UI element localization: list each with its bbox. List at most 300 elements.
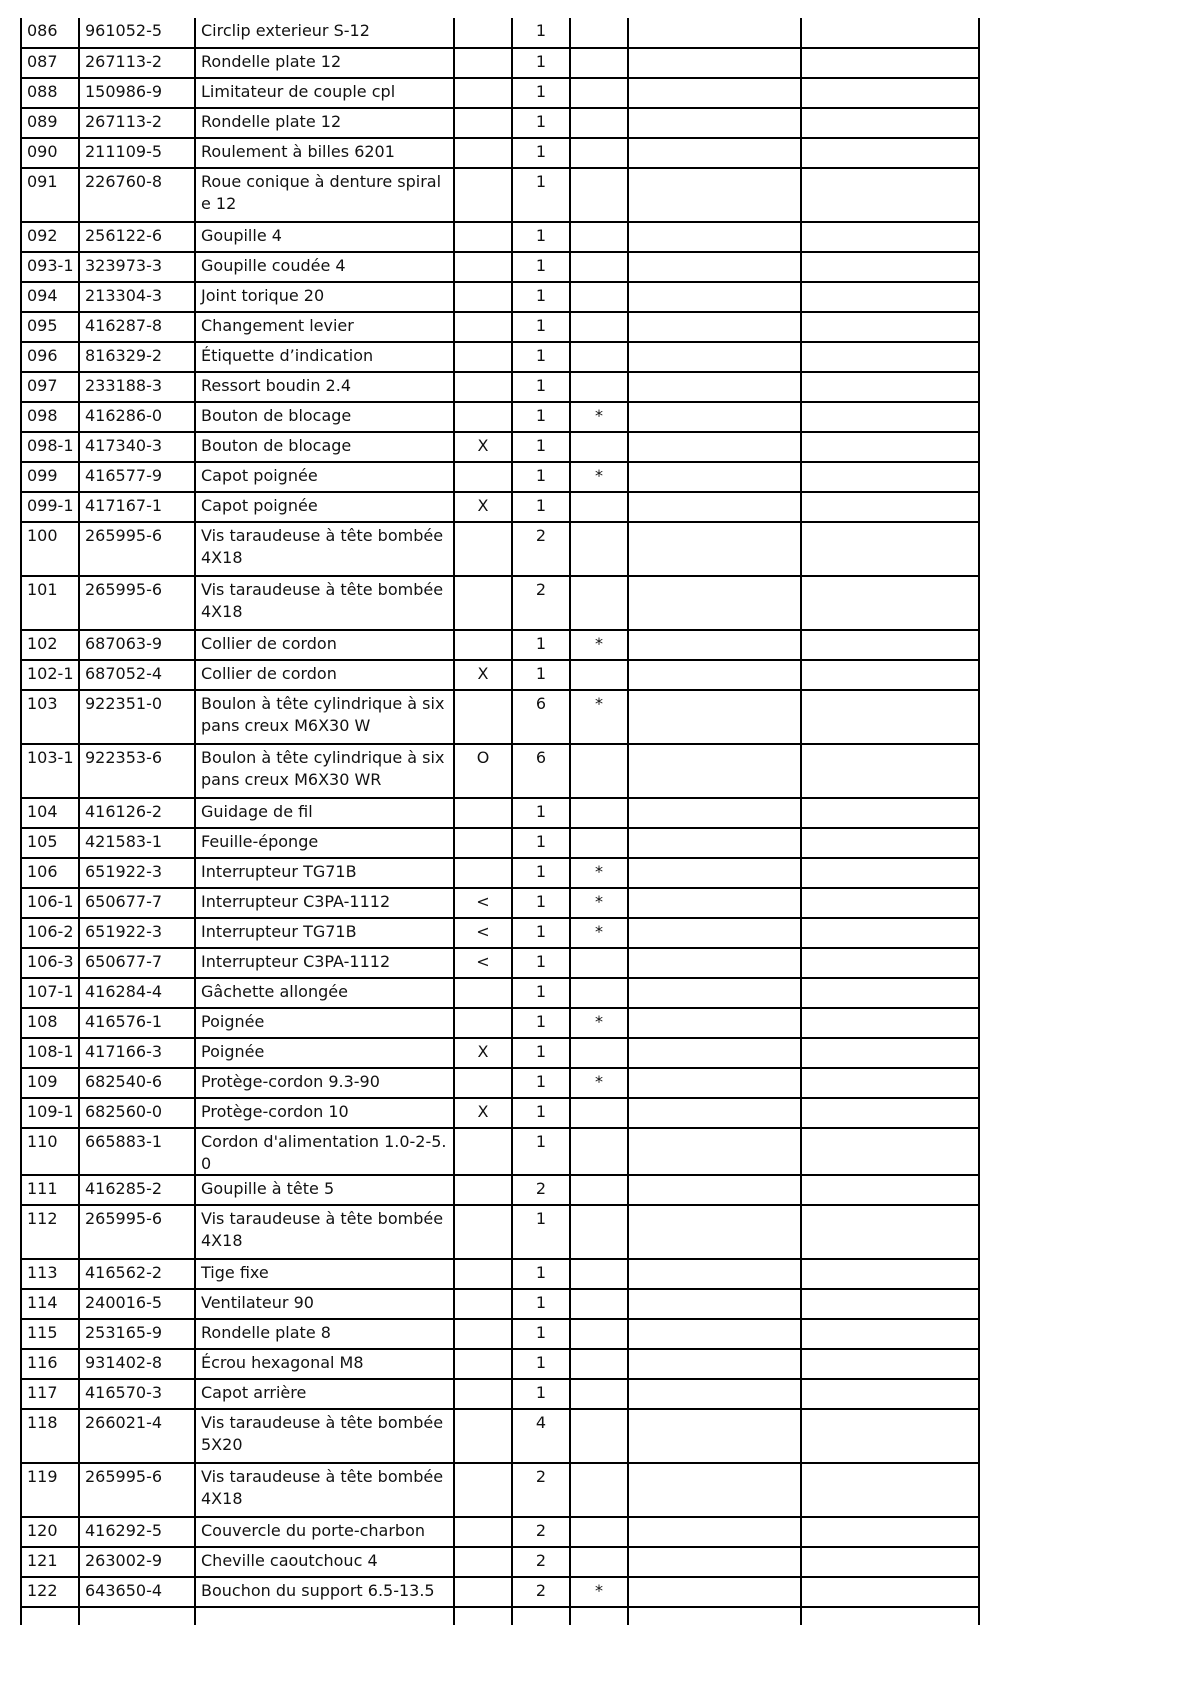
quantity-cell: 1 (512, 1068, 570, 1098)
empty-cell-b (801, 1038, 979, 1068)
note-star-cell (570, 1409, 628, 1463)
description-cell: Interrupteur TG71B (195, 858, 454, 888)
description-cell: Cheville caoutchouc 4 (195, 1547, 454, 1577)
empty-cell-b (801, 1008, 979, 1038)
marker-cell (454, 1409, 512, 1463)
note-star-cell (570, 1319, 628, 1349)
note-star-cell (570, 948, 628, 978)
table-row (21, 1319, 979, 1349)
marker-cell (454, 690, 512, 744)
quantity-cell: 1 (512, 978, 570, 1008)
note-star-cell (570, 312, 628, 342)
note-star-cell: * (570, 888, 628, 918)
continuation-cell (195, 1607, 454, 1625)
empty-cell-a (628, 858, 801, 888)
empty-cell-a (628, 948, 801, 978)
empty-cell-a (628, 108, 801, 138)
description-cell: Bouton de blocage (195, 432, 454, 462)
quantity-cell: 1 (512, 1379, 570, 1409)
marker-cell (454, 1128, 512, 1175)
table-row (21, 1175, 979, 1205)
part-number-cell: 267113-2 (79, 108, 195, 138)
table-row (21, 168, 979, 222)
quantity-cell: 1 (512, 48, 570, 78)
note-star-cell: * (570, 1008, 628, 1038)
item-number-cell: 109-1 (21, 1098, 79, 1128)
table-row (21, 798, 979, 828)
note-star-cell (570, 1128, 628, 1175)
part-number-cell: 265995-6 (79, 1463, 195, 1517)
item-number-cell: 112 (21, 1205, 79, 1259)
item-number-cell: 109 (21, 1068, 79, 1098)
description-cell: Gâchette allongée (195, 978, 454, 1008)
description-cell: Goupille coudée 4 (195, 252, 454, 282)
empty-cell-a (628, 798, 801, 828)
table-row (21, 342, 979, 372)
part-number-cell: 651922-3 (79, 918, 195, 948)
marker-cell (454, 1259, 512, 1289)
quantity-cell: 6 (512, 690, 570, 744)
quantity-cell: 1 (512, 18, 570, 48)
item-number-cell: 107-1 (21, 978, 79, 1008)
empty-cell-a (628, 1205, 801, 1259)
table-row (21, 372, 979, 402)
marker-cell: X (454, 660, 512, 690)
table-row (21, 1038, 979, 1068)
marker-cell (454, 78, 512, 108)
note-star-cell (570, 342, 628, 372)
marker-cell (454, 522, 512, 576)
table-row (21, 138, 979, 168)
table-row (21, 222, 979, 252)
marker-cell (454, 576, 512, 630)
description-cell: Goupille à tête 5 (195, 1175, 454, 1205)
marker-cell: X (454, 432, 512, 462)
quantity-cell: 2 (512, 522, 570, 576)
item-number-cell: 090 (21, 138, 79, 168)
item-number-cell: 098-1 (21, 432, 79, 462)
item-number-cell: 097 (21, 372, 79, 402)
quantity-cell: 1 (512, 1128, 570, 1175)
item-number-cell: 111 (21, 1175, 79, 1205)
empty-cell-a (628, 252, 801, 282)
description-cell: Circlip exterieur S-12 (195, 18, 454, 48)
part-number-cell: 226760-8 (79, 168, 195, 222)
quantity-cell: 2 (512, 576, 570, 630)
item-number-cell: 102-1 (21, 660, 79, 690)
item-number-cell: 099-1 (21, 492, 79, 522)
note-star-cell (570, 978, 628, 1008)
table-row (21, 948, 979, 978)
description-cell: Poignée (195, 1008, 454, 1038)
table-row-continuation (21, 1607, 979, 1625)
marker-cell: X (454, 1098, 512, 1128)
part-number-cell: 266021-4 (79, 1409, 195, 1463)
item-number-cell: 119 (21, 1463, 79, 1517)
item-number-cell: 096 (21, 342, 79, 372)
quantity-cell: 1 (512, 918, 570, 948)
marker-cell (454, 1379, 512, 1409)
description-cell: Vis taraudeuse à tête bombée 4X18 (195, 576, 454, 630)
empty-cell-b (801, 744, 979, 798)
parts-table (20, 18, 980, 1625)
quantity-cell: 1 (512, 858, 570, 888)
part-number-cell: 416285-2 (79, 1175, 195, 1205)
quantity-cell: 1 (512, 402, 570, 432)
note-star-cell (570, 282, 628, 312)
empty-cell-a (628, 660, 801, 690)
empty-cell-b (801, 660, 979, 690)
continuation-cell (570, 1607, 628, 1625)
item-number-cell: 099 (21, 462, 79, 492)
description-cell: Poignée (195, 1038, 454, 1068)
item-number-cell: 086 (21, 18, 79, 48)
quantity-cell: 1 (512, 660, 570, 690)
description-cell: Interrupteur C3PA-1112 (195, 948, 454, 978)
empty-cell-b (801, 1547, 979, 1577)
note-star-cell (570, 1379, 628, 1409)
marker-cell (454, 978, 512, 1008)
item-number-cell: 106-3 (21, 948, 79, 978)
description-cell: Vis taraudeuse à tête bombée 4X18 (195, 522, 454, 576)
item-number-cell: 120 (21, 1517, 79, 1547)
note-star-cell (570, 372, 628, 402)
empty-cell-a (628, 978, 801, 1008)
description-cell: Vis taraudeuse à tête bombée 5X20 (195, 1409, 454, 1463)
quantity-cell: 2 (512, 1463, 570, 1517)
description-cell: Ressort boudin 2.4 (195, 372, 454, 402)
description-cell: Capot arrière (195, 1379, 454, 1409)
empty-cell-a (628, 1517, 801, 1547)
part-number-cell: 416570-3 (79, 1379, 195, 1409)
note-star-cell: * (570, 630, 628, 660)
quantity-cell: 1 (512, 492, 570, 522)
description-cell: Collier de cordon (195, 630, 454, 660)
item-number-cell: 103-1 (21, 744, 79, 798)
empty-cell-b (801, 138, 979, 168)
description-cell: Étiquette d’indication (195, 342, 454, 372)
marker-cell: X (454, 1038, 512, 1068)
part-number-cell: 416576-1 (79, 1008, 195, 1038)
table-row (21, 918, 979, 948)
item-number-cell: 101 (21, 576, 79, 630)
empty-cell-b (801, 282, 979, 312)
table-row (21, 1517, 979, 1547)
empty-cell-b (801, 1349, 979, 1379)
table-row (21, 1379, 979, 1409)
item-number-cell: 091 (21, 168, 79, 222)
empty-cell-a (628, 576, 801, 630)
empty-cell-a (628, 222, 801, 252)
table-row (21, 1289, 979, 1319)
part-number-cell: 256122-6 (79, 222, 195, 252)
empty-cell-b (801, 312, 979, 342)
quantity-cell: 1 (512, 1289, 570, 1319)
empty-cell-a (628, 312, 801, 342)
quantity-cell: 1 (512, 798, 570, 828)
quantity-cell: 2 (512, 1517, 570, 1547)
empty-cell-b (801, 1577, 979, 1607)
empty-cell-b (801, 522, 979, 576)
empty-cell-a (628, 372, 801, 402)
empty-cell-b (801, 168, 979, 222)
empty-cell-a (628, 630, 801, 660)
description-cell: Changement levier (195, 312, 454, 342)
continuation-cell (512, 1607, 570, 1625)
table-row (21, 660, 979, 690)
table-row (21, 18, 979, 48)
empty-cell-a (628, 522, 801, 576)
part-number-cell: 416292-5 (79, 1517, 195, 1547)
marker-cell (454, 828, 512, 858)
empty-cell-a (628, 432, 801, 462)
note-star-cell (570, 252, 628, 282)
note-star-cell (570, 222, 628, 252)
quantity-cell: 1 (512, 630, 570, 660)
marker-cell (454, 1289, 512, 1319)
marker-cell (454, 1008, 512, 1038)
empty-cell-b (801, 402, 979, 432)
table-row (21, 252, 979, 282)
item-number-cell: 092 (21, 222, 79, 252)
item-number-cell: 106-1 (21, 888, 79, 918)
empty-cell-b (801, 888, 979, 918)
item-number-cell: 089 (21, 108, 79, 138)
empty-cell-a (628, 48, 801, 78)
quantity-cell: 1 (512, 372, 570, 402)
description-cell: Rondelle plate 12 (195, 108, 454, 138)
part-number-cell: 682560-0 (79, 1098, 195, 1128)
table-row (21, 1068, 979, 1098)
quantity-cell: 1 (512, 108, 570, 138)
marker-cell: < (454, 888, 512, 918)
item-number-cell: 102 (21, 630, 79, 660)
part-number-cell: 265995-6 (79, 522, 195, 576)
note-star-cell (570, 1547, 628, 1577)
quantity-cell: 1 (512, 312, 570, 342)
quantity-cell: 1 (512, 138, 570, 168)
table-row (21, 828, 979, 858)
item-number-cell: 106 (21, 858, 79, 888)
empty-cell-b (801, 948, 979, 978)
part-number-cell: 643650-4 (79, 1577, 195, 1607)
part-number-cell: 416562-2 (79, 1259, 195, 1289)
marker-cell (454, 1068, 512, 1098)
empty-cell-b (801, 1379, 979, 1409)
description-cell: Rondelle plate 12 (195, 48, 454, 78)
marker-cell (454, 402, 512, 432)
empty-cell-b (801, 1289, 979, 1319)
marker-cell (454, 1547, 512, 1577)
empty-cell-a (628, 138, 801, 168)
empty-cell-a (628, 1038, 801, 1068)
description-cell: Collier de cordon (195, 660, 454, 690)
description-cell: Limitateur de couple cpl (195, 78, 454, 108)
note-star-cell (570, 492, 628, 522)
quantity-cell: 1 (512, 252, 570, 282)
empty-cell-a (628, 402, 801, 432)
note-star-cell (570, 1259, 628, 1289)
table-row (21, 48, 979, 78)
item-number-cell: 108 (21, 1008, 79, 1038)
part-number-cell: 961052-5 (79, 18, 195, 48)
item-number-cell: 088 (21, 78, 79, 108)
quantity-cell: 1 (512, 888, 570, 918)
empty-cell-b (801, 462, 979, 492)
quantity-cell: 1 (512, 1259, 570, 1289)
quantity-cell: 6 (512, 744, 570, 798)
description-cell: Cordon d'alimentation 1.0-2-5.0 (195, 1128, 454, 1175)
part-number-cell: 323973-3 (79, 252, 195, 282)
table-row (21, 1259, 979, 1289)
table-row (21, 1349, 979, 1379)
part-number-cell: 416286-0 (79, 402, 195, 432)
part-number-cell: 922353-6 (79, 744, 195, 798)
description-cell: Boulon à tête cylindrique à six pans creux M6X30 W (195, 690, 454, 744)
quantity-cell: 1 (512, 1205, 570, 1259)
empty-cell-b (801, 492, 979, 522)
quantity-cell: 2 (512, 1577, 570, 1607)
description-cell: Capot poignée (195, 492, 454, 522)
table-row (21, 1577, 979, 1607)
note-star-cell (570, 1517, 628, 1547)
note-star-cell: * (570, 858, 628, 888)
empty-cell-b (801, 432, 979, 462)
item-number-cell: 108-1 (21, 1038, 79, 1068)
empty-cell-b (801, 1259, 979, 1289)
description-cell: Feuille-éponge (195, 828, 454, 858)
empty-cell-a (628, 1068, 801, 1098)
continuation-cell (79, 1607, 195, 1625)
note-star-cell (570, 1349, 628, 1379)
item-number-cell: 116 (21, 1349, 79, 1379)
part-number-cell: 253165-9 (79, 1319, 195, 1349)
marker-cell (454, 858, 512, 888)
empty-cell-a (628, 462, 801, 492)
continuation-cell (21, 1607, 79, 1625)
continuation-cell (801, 1607, 979, 1625)
description-cell: Bouton de blocage (195, 402, 454, 432)
part-number-cell: 417166-3 (79, 1038, 195, 1068)
part-number-cell: 651922-3 (79, 858, 195, 888)
table-row (21, 492, 979, 522)
description-cell: Boulon à tête cylindrique à six pans creux M6X30 WR (195, 744, 454, 798)
marker-cell (454, 168, 512, 222)
table-row (21, 1547, 979, 1577)
continuation-cell (454, 1607, 512, 1625)
item-number-cell: 103 (21, 690, 79, 744)
item-number-cell: 110 (21, 1128, 79, 1175)
table-row (21, 858, 979, 888)
empty-cell-a (628, 18, 801, 48)
note-star-cell: * (570, 462, 628, 492)
item-number-cell: 093-1 (21, 252, 79, 282)
part-number-cell: 265995-6 (79, 1205, 195, 1259)
quantity-cell: 1 (512, 1008, 570, 1038)
description-cell: Roulement à billes 6201 (195, 138, 454, 168)
marker-cell (454, 222, 512, 252)
empty-cell-b (801, 690, 979, 744)
quantity-cell: 4 (512, 1409, 570, 1463)
quantity-cell: 1 (512, 432, 570, 462)
table-row (21, 690, 979, 744)
item-number-cell: 105 (21, 828, 79, 858)
description-cell: Écrou hexagonal M8 (195, 1349, 454, 1379)
marker-cell (454, 372, 512, 402)
table-row (21, 1463, 979, 1517)
quantity-cell: 1 (512, 1319, 570, 1349)
quantity-cell: 2 (512, 1547, 570, 1577)
empty-cell-a (628, 888, 801, 918)
part-number-cell: 267113-2 (79, 48, 195, 78)
marker-cell (454, 1577, 512, 1607)
part-number-cell: 816329-2 (79, 342, 195, 372)
empty-cell-b (801, 1128, 979, 1175)
empty-cell-b (801, 1098, 979, 1128)
marker-cell (454, 462, 512, 492)
note-star-cell: * (570, 402, 628, 432)
empty-cell-b (801, 222, 979, 252)
continuation-cell (628, 1607, 801, 1625)
marker-cell (454, 48, 512, 78)
note-star-cell (570, 432, 628, 462)
description-cell: Roue conique à denture spirale 12 (195, 168, 454, 222)
note-star-cell (570, 78, 628, 108)
table-row (21, 522, 979, 576)
quantity-cell: 1 (512, 1098, 570, 1128)
note-star-cell (570, 1175, 628, 1205)
note-star-cell (570, 1038, 628, 1068)
item-number-cell: 114 (21, 1289, 79, 1319)
empty-cell-b (801, 978, 979, 1008)
marker-cell (454, 1319, 512, 1349)
quantity-cell: 1 (512, 1038, 570, 1068)
note-star-cell (570, 138, 628, 168)
part-number-cell: 416126-2 (79, 798, 195, 828)
empty-cell-b (801, 798, 979, 828)
empty-cell-a (628, 828, 801, 858)
table-row (21, 78, 979, 108)
quantity-cell: 1 (512, 78, 570, 108)
note-star-cell (570, 108, 628, 138)
empty-cell-b (801, 78, 979, 108)
description-cell: Protège-cordon 9.3-90 (195, 1068, 454, 1098)
table-row (21, 462, 979, 492)
item-number-cell: 087 (21, 48, 79, 78)
empty-cell-b (801, 372, 979, 402)
empty-cell-a (628, 168, 801, 222)
quantity-cell: 1 (512, 342, 570, 372)
table-row (21, 108, 979, 138)
description-cell: Vis taraudeuse à tête bombée 4X18 (195, 1463, 454, 1517)
table-row (21, 1205, 979, 1259)
empty-cell-b (801, 48, 979, 78)
empty-cell-b (801, 342, 979, 372)
marker-cell: X (454, 492, 512, 522)
empty-cell-a (628, 342, 801, 372)
empty-cell-a (628, 1128, 801, 1175)
marker-cell (454, 1517, 512, 1547)
description-cell: Protège-cordon 10 (195, 1098, 454, 1128)
empty-cell-a (628, 1098, 801, 1128)
quantity-cell: 1 (512, 282, 570, 312)
part-number-cell: 421583-1 (79, 828, 195, 858)
description-cell: Joint torique 20 (195, 282, 454, 312)
part-number-cell: 682540-6 (79, 1068, 195, 1098)
description-cell: Goupille 4 (195, 222, 454, 252)
empty-cell-b (801, 1319, 979, 1349)
quantity-cell: 1 (512, 948, 570, 978)
